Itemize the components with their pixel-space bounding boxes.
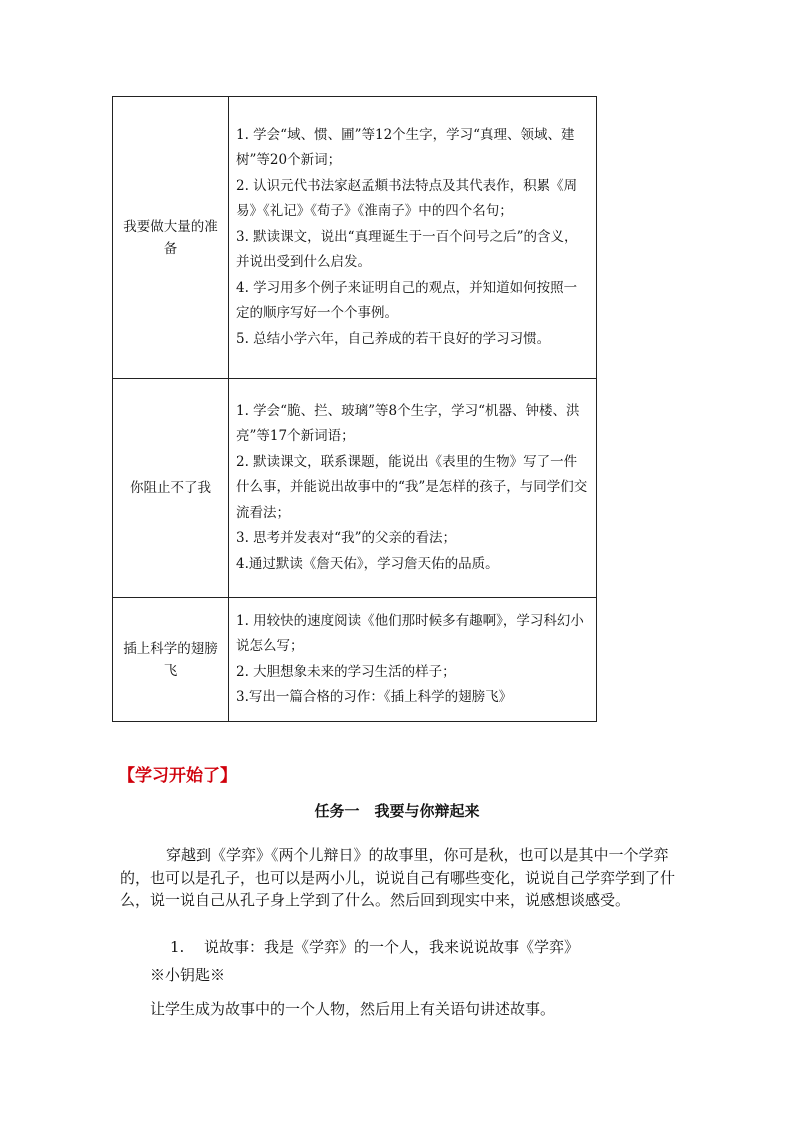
goal-item: 3. 思考并发表对“我”的父亲的看法； [236, 530, 456, 547]
goals-cell [229, 598, 597, 722]
goal-item: 5. 总结小学六年，自己养成的若干良好的学习习惯。 [236, 330, 551, 347]
step-text: 说故事：我是《学弈》的一个人，我来说说故事《学弈》 [204, 938, 580, 956]
goal-item: 3. 默读课文，说出“真理诞生于一百个问号之后”的含义，并说出受到什么启发。 [236, 228, 578, 271]
table-row [113, 598, 597, 722]
goal-item: 2. 默读课文，联系课题，能说出《表里的生物》写了一件什么事，并能说出故事中的“我”是怎样的孩子，与同学们交流看法； [236, 453, 588, 521]
section-heading: 【学习开始了】 [118, 766, 237, 786]
goal-item: 3.写出一篇合格的习作：《插上科学的翅膀飞》 [236, 689, 513, 705]
goal-item: 2. 大胆想象未来的学习生活的样子； [236, 663, 456, 680]
tip-text: 让学生成为故事中的一个人物，然后用上有关语句讲述故事。 [150, 1000, 556, 1018]
lesson-goals-table [112, 96, 597, 722]
goal-item: 1. 用较快的速度阅读《他们那时候多有趣啊》，学习科幻小说怎么写； [236, 612, 584, 654]
goals-cell [229, 97, 597, 379]
tip-heading: ※小钥匙※ [150, 966, 226, 984]
goal-item: 2. 认识元代书法家赵孟頫书法特点及其代表作，积累《周易》《礼记》《荀子》《淮南子》中的四个名句； [236, 177, 578, 220]
step-number: 1. [170, 938, 185, 956]
table-row [113, 97, 597, 379]
goal-item: 1. 学会“脆、拦、玻璃”等8个生字，学习“机器、钟楼、洪亮”等17个新词语； [236, 402, 580, 445]
goal-item: 4.通过默读《詹天佑》，学习詹天佑的品质。 [236, 555, 499, 572]
topic-cell: 你阻止不了我 [113, 379, 229, 598]
step-item [170, 936, 579, 958]
goal-item: 4. 学习用多个例子来证明自己的观点，并知道如何按照一定的顺序写好一个个事例。 [236, 279, 578, 322]
topic-cell: 插上科学的翅膀飞 [113, 598, 229, 722]
topic-cell: 我要做大量的准备 [113, 97, 229, 379]
intro-paragraph: 穿越到《学弈》《两个儿辩日》的故事里，你可是秋，也可以是其中一个学弈的，也可以是孔子，也可以是两小儿，说说自己有哪些变化，说说自己学弈学到了什么，说一说自己从孔子身上学到了什么。然后回到现实中来，说感想谈感受。 [120, 846, 676, 909]
goal-item: 1. 学会“域、惯、圃”等12个生字，学习“真理、领域、建树”等20个新词； [236, 126, 575, 169]
table-row [113, 379, 597, 598]
goals-cell [229, 379, 597, 598]
task-title: 任务一 我要与你辩起来 [314, 802, 480, 820]
